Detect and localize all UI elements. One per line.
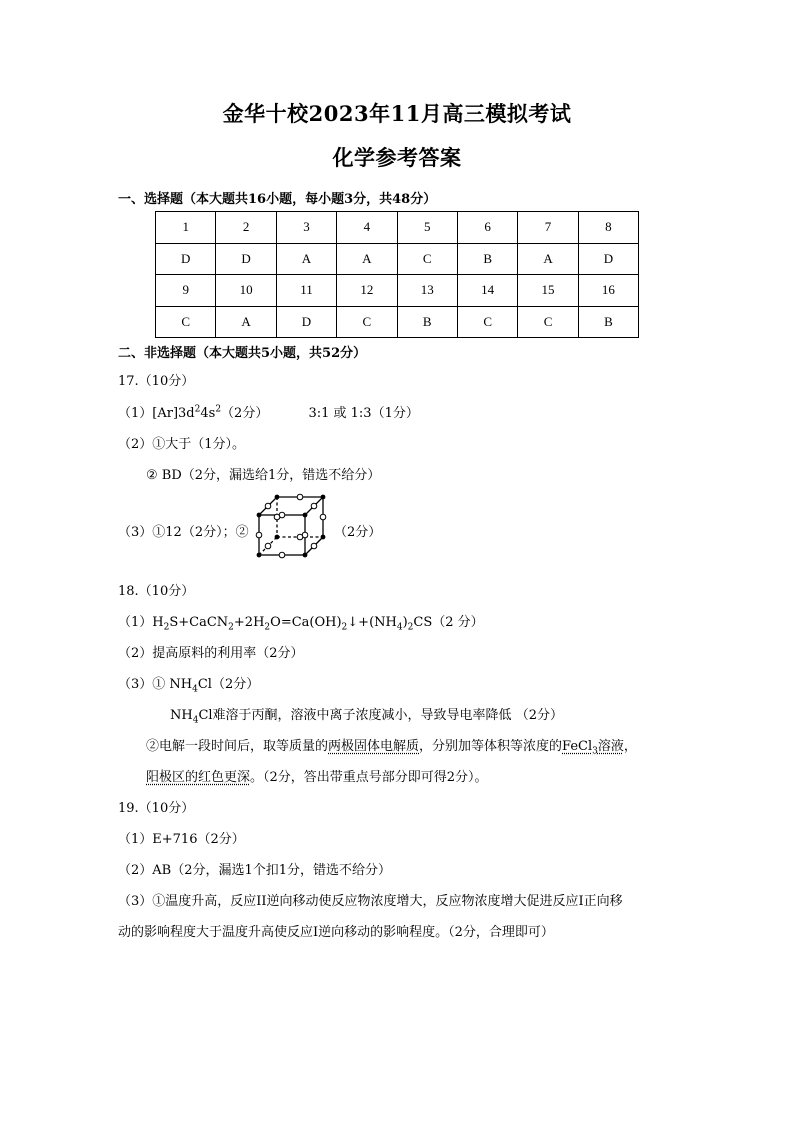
answer-cell: A [216,306,276,338]
answer-cell: B [397,306,457,338]
document-title: 金华十校2023年11月高三模拟考试 [222,101,572,126]
answer-row [156,243,639,275]
question-number-cell: 1 [156,212,216,244]
q19-part3-line2: 动的影响程度大于温度升高使反应I逆向移动的影响程度。（2分，合理即可） [118,925,554,940]
answer-cell: B [457,243,517,275]
question-number-row [156,212,639,244]
q18-heading: 18.（10分） [118,584,195,599]
crystal-cell-diagram [250,487,336,563]
q18-part3-explanation: $NH_4Cl$难溶于丙酮，溶液中离子浓度减小，导致导电率降低 （2分） [170,708,563,726]
question-number-cell: 3 [276,212,336,244]
answer-cell: B [578,306,638,338]
q19-part2: （2）AB（2分，漏选1个扣1分，错选不给分） [118,863,392,878]
document-subtitle: 化学参考答案 [332,145,462,170]
answer-cell: C [397,243,457,275]
answer-row [156,306,639,338]
answer-cell: D [156,243,216,275]
answer-cell: A [337,243,397,275]
answer-cell: D [578,243,638,275]
answer-cell: C [518,306,578,338]
answer-cell: D [216,243,276,275]
section1-heading: 一、选择题（本大题共16小题，每小题3分，共48分） [118,192,437,207]
answer-cell: C [457,306,517,338]
q17-part3a: （3）①12（2分）；② [118,525,249,540]
question-number-cell: 5 [397,212,457,244]
question-number-cell: 11 [276,275,336,307]
question-number-cell: 2 [216,212,276,244]
q17-part3b: （2分） [334,525,382,540]
q17-part2a: （2）①大于（1分）。 [118,437,246,452]
question-number-cell: 8 [578,212,638,244]
question-number-cell: 16 [578,275,638,307]
section2-heading: 二、非选择题（本大题共5小题，共52分） [118,346,367,361]
q18-part3b: ②电解一段时间后，取等质量的两极固体电解质，分别加等体积等浓度的FeCl$_3$溶液， [146,739,637,757]
answer-cell: A [276,243,336,275]
question-number-cell: 13 [397,275,457,307]
q17-part1: $(1)[Ar]3d^24s^2(2$分） 3:1 或 1:3（1分） [118,404,419,421]
q19-part1: （1）E+716（2分） [118,832,245,847]
answer-cell: C [337,306,397,338]
question-number-cell: 12 [337,275,397,307]
q18-part2: （2）提高原料的利用率（2分） [118,646,304,661]
answer-cell: D [276,306,336,338]
question-number-cell: 15 [518,275,578,307]
q18-part1-equation: $(1)H_2S+CaCN_2+2H_2O=Ca(OH)_2↓+(NH_4)_2CS(2$ 分） [118,615,484,633]
q17-heading: 17.（10分） [118,374,195,389]
q19-part3-line1: （3）①温度升高，反应II逆向移动使反应物浓度增大，反应物浓度增大促进反应I正向移 [118,894,623,909]
question-number-cell: 6 [457,212,517,244]
q18-part3a: （3）① $NH_4Cl(2$分） [118,677,260,695]
question-number-cell: 14 [457,275,517,307]
question-number-cell: 7 [518,212,578,244]
question-number-cell: 4 [337,212,397,244]
q18-part3b-continued: 阳极区的红色更深。（2分，答出带重点号部分即可得2分）。 [146,770,488,785]
answer-cell: A [518,243,578,275]
q17-part2b: ② BD（2分，漏选给1分，错选不给分） [146,468,381,483]
answer-table [155,211,639,338]
answer-cell: C [156,306,216,338]
question-number-cell: 10 [216,275,276,307]
question-number-row [156,275,639,307]
q19-heading: 19.（10分） [118,801,195,816]
question-number-cell: 9 [156,275,216,307]
